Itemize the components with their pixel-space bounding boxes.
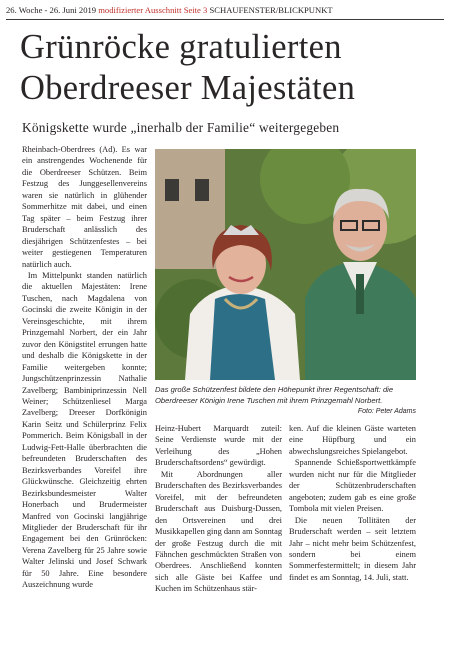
publication-name: SCHAUFENSTER/BLICKPUNKT [209,5,333,15]
photo-caption [155,384,416,414]
section-label: modifizierter Ausschnitt Seite 3 [98,5,208,15]
article-headline [20,27,440,109]
paragraph: Heinz-Hubert Marquardt zuteil: Seine Verdienste wurde mit der Verleihung des „Hohen Bruderschaftsordens“ gewürdigt. [155,424,282,468]
paragraph: Spannende Schießsportwettkämpfe wurden nicht nur für die Mitglieder der Schützenbruderschaften angeboten; zudem gab es eine große Tombola mit vielen Preisen. [289,458,416,514]
paragraph: Mit Abordnungen aller Bruderschaften des Bezirksverbandes Voreifel, mit der befreundeten Bruderschaft aus Duisburg-Dussen, den Ortsvereinen und drei Musikkapellen ging dann am Sonntag der große Festzug durch die mit Fähnchen geschmückten Straßen von Oberdrees. Anschließend konnten sich alle Gäste bei Kaffee und Kuchen im Schützenhaus stär- [155,469,282,594]
issue-date: 26. Woche - 26. Juni 2019 [6,5,97,15]
paragraph: Rheinbach-Oberdrees (Ad). Es war ein anstrengendes Wochenende für die Oberdreeser Schützen. Beim Festzug des Junggesellenvereins waren sie natürlich in glühender Sommerhitze mit dabei, und einen Tag später – beim Festzug ihrer Bruderschaft anlässlich des diesjährigen Schützenfestes – bei weiter gestiegenen Temperaturen natürlich auch. [22,145,147,269]
paragraph: Im Mittelpunkt standen natürlich die aktuellen Majestäten: Irene Tuschen, nach Magdalena von Gocinski die zweite Königin in der Vereinsgeschichte, mit ihrem Prinzgemahl Norbert, der ein Jahr zuvor den Königstitel errungen hatte und deshalb die Königskette in der Familie weitergeben konnte; Jungschützenprinzessin Nathalie Zavelberg; Bambiniprinzessin Nell Weiner; Schützenliesel Marga Zavelberg; Dreeser Dorfkönigin Karin Seitz und Schülerprinz Felix Pommerich. Beim Königsball in der Ludwig-Fett-Halle überbrachten die befreundeten Bruderschaften des Bezirksverbandes Voreifel ihre Glückwünsche. Gleichzeitig ehrten Bezirksbundesmeister Walter Honerbach und Brudermeister Manfred von Gocinski langjährige Mitglieder der Bruderschaft für ihr Engagement bei den Grünröcken: Verena Zavelberg für 25 Jahre sowie Walter Jelinski und Josef Schwark für 50 Jahre. Eine besondere Auszeichnung wurde [22,270,147,590]
photo-credit: Foto: Peter Adams [357,408,416,415]
photo-illustration [155,149,416,380]
article-subheadline: Königskette wurde „inerhalb der Familie“ weitergegeben [22,120,340,135]
header-rule [6,19,444,20]
text-column-2 [155,423,282,647]
text-column-1 [22,144,147,647]
headline-line-2: Oberdreeser Majestäten [20,69,356,107]
paragraph: ken. Auf die kleinen Gäste warteten eine Hüpfburg und ein abwechslungsreiches Spielangebot. [289,424,416,456]
paragraph: Die neuen Tollitäten der Bruderschaft werden – seit letztem Jahr – nicht mehr beim Schützenfest, sondern bei einem Sommerfestermittelt; in diesem Jahr findet es am Sonntag, 14. Juli, statt. [289,515,416,582]
page-header [6,5,446,19]
text-column-3 [289,423,416,647]
article-photo [155,149,416,380]
headline-line-1: Grünröcke gratulierten [20,28,342,66]
caption-text: Das große Schützenfest bildete den Höhepunkt ihrer Regentschaft: die Oberdreeser Königin Irene Tuschen mit ihrem Prinzgemahl Norbert. [155,385,394,405]
